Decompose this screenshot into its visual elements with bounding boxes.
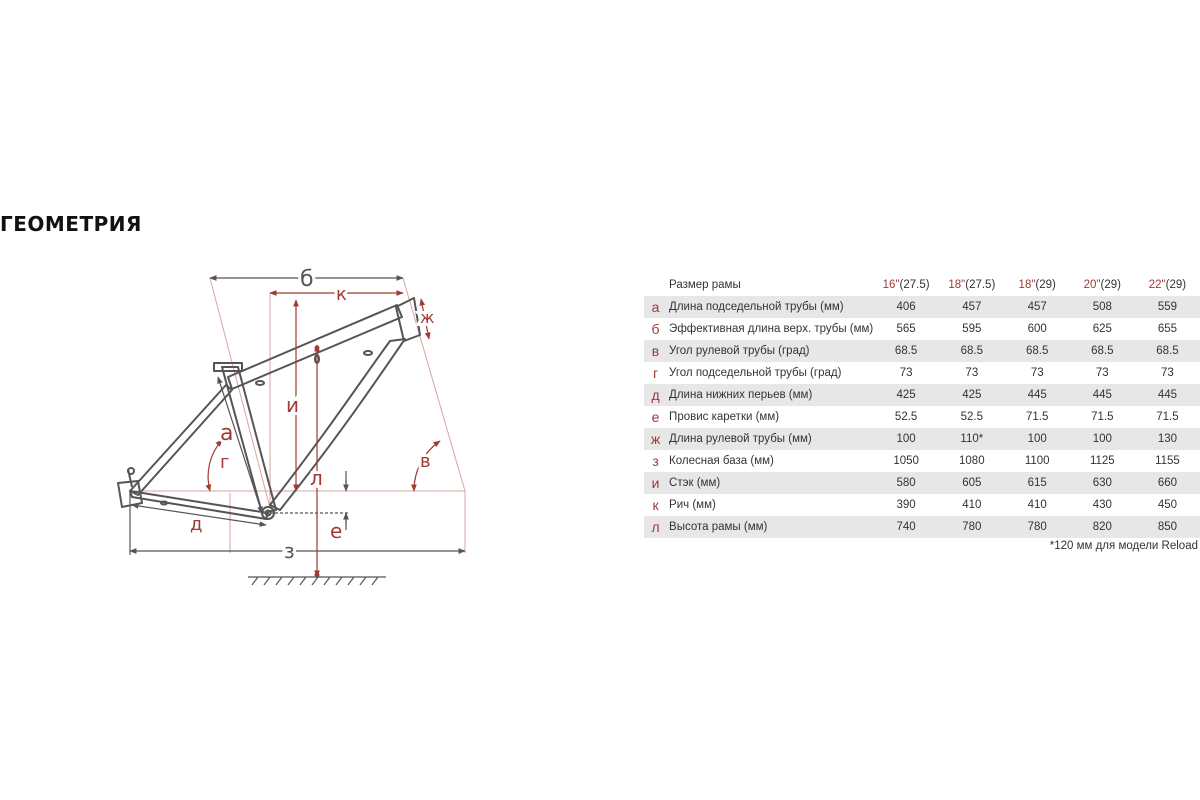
header-frame-size: Размер рамы [669,279,741,291]
row-parameter: Длина нижних перьев (мм) [667,384,873,406]
row-parameter: Колесная база (мм) [669,455,774,467]
row-letter: в [644,340,667,362]
header-size: 16"(27.5) [882,279,930,291]
row-value: 565 [896,323,916,335]
label-zh: ж [420,308,435,327]
row-parameter: Провис каретки (мм) [669,411,780,423]
row-value: 508 [1070,296,1135,318]
row-value: 68.5 [1070,340,1135,362]
header-size: 18"(27.5) [948,279,996,291]
label-k: к [336,284,347,305]
row-parameter: Длина подседельной трубы (мм) [667,296,873,318]
row-value: 780 [939,516,1005,538]
dimension-lines [130,278,465,578]
table-header-row [644,274,1200,296]
row-value: 595 [962,323,982,335]
header-size: 20"(29) [1083,279,1121,291]
label-l: л [310,466,323,490]
row-value: 1050 [893,455,919,467]
table-row [644,450,1200,472]
bike-frame [118,298,420,519]
row-value: 52.5 [894,411,918,423]
row-value: 406 [873,296,939,318]
row-letter: а [644,296,667,318]
row-value: 820 [1070,516,1135,538]
row-letter: ж [644,428,667,450]
table-row [644,516,1200,538]
row-letter: д [644,384,667,406]
page-title: ГЕОМЕТРИЯ [0,212,142,236]
row-value: 660 [1135,472,1200,494]
row-value: 68.5 [1005,340,1070,362]
row-value: 655 [1157,323,1178,335]
row-value: 457 [939,296,1005,318]
row-parameter: Рич (мм) [669,499,716,511]
row-letter: з [652,453,659,469]
table-row [644,472,1200,494]
table-row [644,494,1200,516]
row-value: 1080 [959,455,985,467]
label-d: д [190,514,203,535]
row-value: 71.5 [1026,411,1049,423]
table-row [644,296,1200,318]
row-value: 615 [1005,472,1070,494]
row-value: 559 [1135,296,1200,318]
row-parameter: Стэк (мм) [667,472,873,494]
row-value: 100 [1070,428,1135,450]
row-value: 73 [1095,367,1109,379]
row-value: 68.5 [1135,340,1200,362]
row-value: 430 [1092,499,1112,511]
row-value: 445 [1005,384,1070,406]
row-value: 1125 [1089,455,1115,467]
row-value: 130 [1135,428,1200,450]
row-parameter: Угол подседельной трубы (град) [669,367,842,379]
row-value: 630 [1070,472,1135,494]
row-value: 73 [899,367,913,379]
row-value: 457 [1005,296,1070,318]
row-value: 73 [1030,367,1044,379]
row-value: 780 [1005,516,1070,538]
row-value: 1100 [1024,455,1050,467]
table-row [644,428,1200,450]
label-a: а [220,421,234,446]
row-value: 850 [1135,516,1200,538]
row-value: 425 [873,384,939,406]
label-e: е [330,519,343,543]
row-letter: и [644,472,667,494]
row-value: 425 [939,384,1005,406]
row-letter: л [644,516,667,538]
row-value: 580 [873,472,939,494]
row-value: 450 [1157,499,1178,511]
label-g: г [220,452,230,473]
row-value: 390 [896,499,916,511]
row-value: 71.5 [1156,411,1179,423]
row-letter: е [651,409,660,425]
row-letter: к [652,497,659,513]
row-value: 100 [1005,428,1070,450]
row-value: 410 [962,499,982,511]
row-value: 600 [1027,323,1047,335]
row-value: 625 [1092,323,1112,335]
footnote: *120 мм для модели Reload [1049,540,1198,552]
row-value: 71.5 [1091,411,1114,423]
label-v: в [420,451,431,472]
table-row [644,384,1200,406]
header-spacer [644,274,667,296]
row-letter: б [651,321,660,337]
row-parameter: Длина рулевой трубы (мм) [667,428,873,450]
table-row [644,362,1200,384]
frame-geometry-diagram [0,255,480,595]
row-value: 410 [1027,499,1047,511]
header-size: 22"(29) [1148,279,1187,291]
row-value: 110* [939,428,1005,450]
row-value: 52.5 [960,411,984,423]
ground [248,577,386,585]
label-b: б [300,267,314,292]
label-i: и [286,393,299,417]
row-value: 68.5 [939,340,1005,362]
row-parameter: Высота рамы (мм) [667,516,873,538]
row-value: 73 [965,367,979,379]
geometry-table [644,274,1200,538]
row-value: 68.5 [873,340,939,362]
row-value: 740 [873,516,939,538]
row-value: 605 [939,472,1005,494]
table-row [644,318,1200,340]
row-parameter: Эффективная длина верх. трубы (мм) [669,323,874,335]
header-size: 18"(29) [1018,279,1056,291]
row-letter: г [652,365,659,381]
row-value: 100 [873,428,939,450]
row-value: 1155 [1155,455,1180,467]
label-z: з [284,539,295,563]
row-value: 445 [1070,384,1135,406]
table-row [644,340,1200,362]
row-value: 445 [1135,384,1200,406]
table-row [644,406,1200,428]
row-value: 73 [1161,367,1174,379]
row-parameter: Угол рулевой трубы (град) [667,340,873,362]
